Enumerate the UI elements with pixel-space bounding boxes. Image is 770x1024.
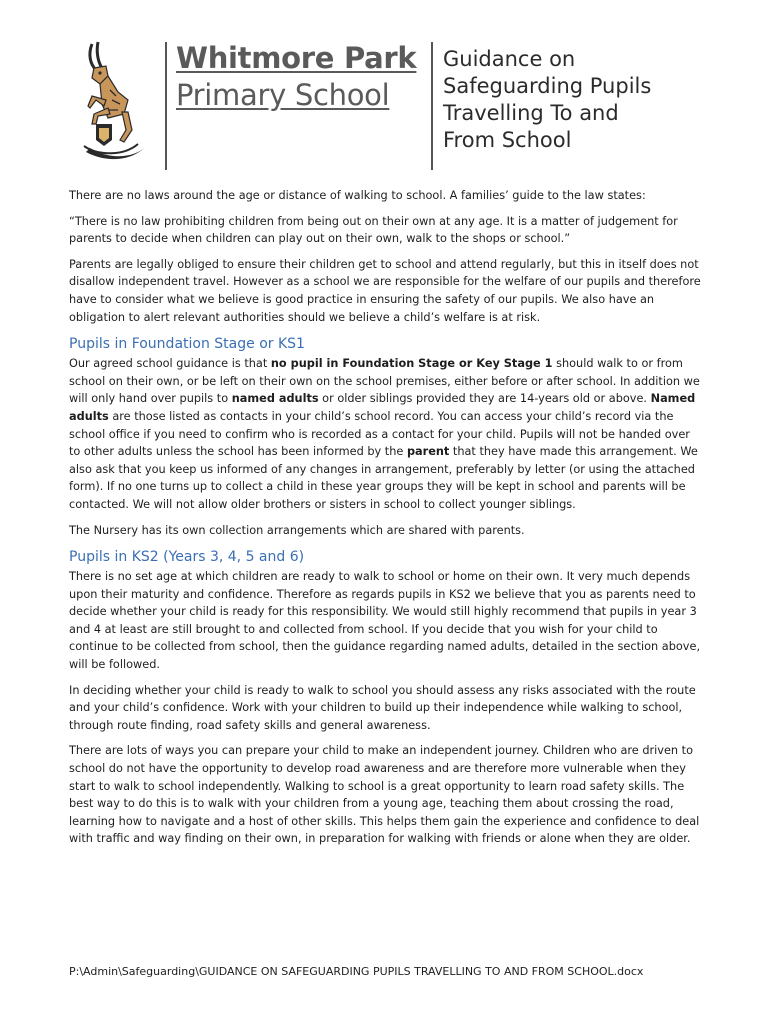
footer-file-path: P:\Admin\Safeguarding\GUIDANCE ON SAFEGUARDING PUPILS TRAVELLING TO AND FROM SCHOOL.docx bbox=[69, 965, 644, 978]
section-heading-foundation-ks1: Pupils in Foundation Stage or KS1 bbox=[69, 336, 305, 353]
document-title-line: Guidance on bbox=[443, 47, 576, 71]
section-heading-ks2: Pupils in KS2 (Years 3, 4, 5 and 6) bbox=[69, 549, 305, 566]
school-name bbox=[176, 41, 417, 112]
school-name-line2: Primary School bbox=[176, 78, 390, 112]
foundation-ks1-paragraph: Our agreed school guidance is that no pupil in Foundation Stage or Key Stage 1 should walk to or from school on their own, or be left on their own on the school premises, either before or after school. In addition we will only hand over pupils to named adults or older siblings provided they are 14-years old or above. Named adults are those listed as contacts in your child’s school record. You can access your child’s record via the school office if you need to confirm who is recorded as a contact for your child. Pupils will not be handed over to other adults unless the school has been informed by the parent that they have made this arrangement. We also ask that you keep us informed of any changes in arrangement, preferably by letter (or using the attached form). If no one turns up to collect a child in these year groups they will be kept in school and parents will be contacted. We will not allow older brothers or sisters in school to collect younger siblings. bbox=[69, 357, 700, 511]
school-name-line1: Whitmore Park bbox=[176, 41, 417, 75]
law-quote-paragraph: “There is no law prohibiting children from being out on their own at any age. It is a matter of judgement for parents to decide when children can play out on their own, walk to the shops or school.” bbox=[69, 214, 678, 246]
header-divider-right bbox=[431, 42, 433, 170]
school-crest-logo bbox=[78, 40, 150, 168]
document-title-line: Travelling To and bbox=[443, 101, 619, 125]
document-title bbox=[443, 46, 743, 154]
ks2-paragraph: In deciding whether your child is ready to walk to school you should assess any risks associated with the route and your child’s confidence. Work with your children to build up their independence while walking to school, through route finding, road safety skills and general awareness. bbox=[69, 683, 696, 732]
nursery-paragraph: The Nursery has its own collection arrangements which are shared with parents. bbox=[69, 523, 525, 537]
document-title-line: Safeguarding Pupils bbox=[443, 74, 652, 98]
intro-paragraph: Parents are legally obliged to ensure their children get to school and attend regularly, but this in itself does not disallow independent travel. However as a school we are responsible for the welfare of our pupils and therefore have to consider what we believe is good practice in ensuring the safety of our pupils. We also have an obligation to alert relevant authorities should we believe a child’s welfare is at risk. bbox=[69, 257, 701, 324]
header-divider-left bbox=[165, 42, 167, 170]
ks2-paragraph: There are lots of ways you can prepare your child to make an independent journey. Children who are driven to school do not have the opportunity to develop road awareness and are therefore more vulnerable when they start to walk to school independently. Walking to school is a great opportunity to learn road safety skills. The best way to do this is to walk with your children from a young age, teaching them about crossing the road, learning how to navigate and a host of other skills. This helps them gain the experience and confidence to deal with traffic and way finding on their own, in preparation for walking with friends or alone when they are older. bbox=[69, 744, 700, 846]
ks2-paragraph: There is no set age at which children are ready to walk to school or home on their own. It very much depends upon their maturity and confidence. Therefore as regards pupils in KS2 we believe that you as parents need to decide whether your child is ready for this responsibility. We would still highly recommend that pupils in year 3 and 4 at least are still brought to and collected from school. If you decide that you wish for your child to continue to be collected from school, then the guidance regarding named adults, detailed in the section above, will be followed. bbox=[69, 570, 701, 672]
document-body bbox=[69, 187, 701, 856]
intro-paragraph: There are no laws around the age or distance of walking to school. A families’ guide to the law states: bbox=[69, 189, 646, 202]
document-title-line: From School bbox=[443, 128, 572, 152]
